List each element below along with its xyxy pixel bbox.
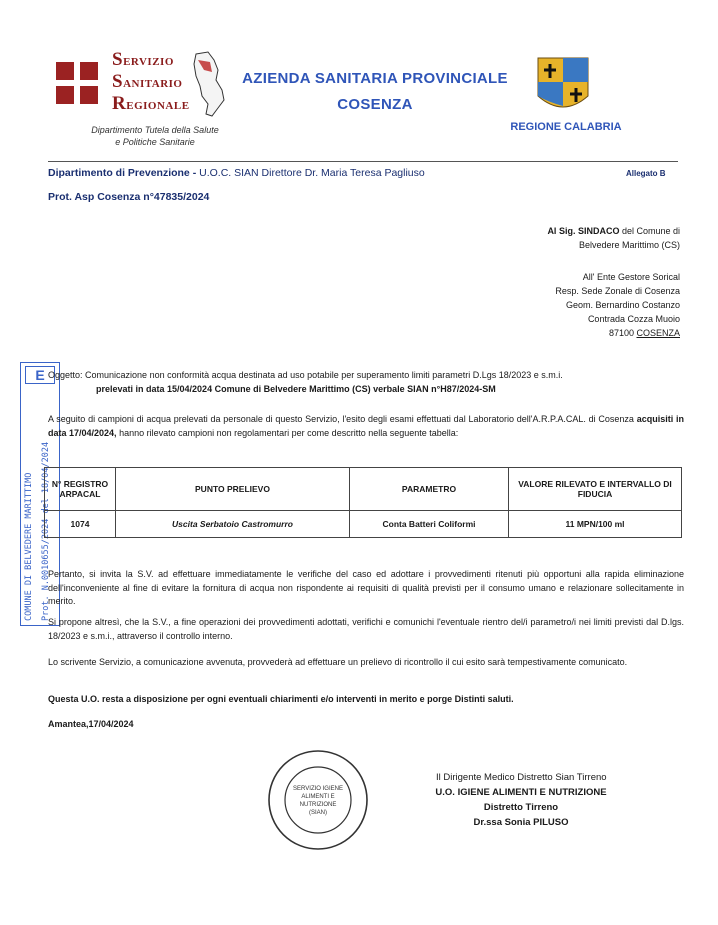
cell-registro: 1074 (45, 511, 116, 538)
paragraph-ricontrollo: Lo scrivente Servizio, a comunicazione avvenuta, provvederà ad effettuare un prelievo di ricontrollo il cui esito sarà tempestivamente comunicato. (48, 657, 628, 667)
svg-text:NUTRIZIONE: NUTRIZIONE (299, 802, 337, 808)
intro-paragraph: A seguito di campioni di acqua prelevati da personale di questo Servizio, l'esito degli esami effettuati dal Laboratorio dell'A.R.P.A.CAL. di Cosenza acquisiti in data 17/04/2024, hanno rilevato campioni non regolamentari per come descritto nella seguente tabella: (48, 414, 685, 438)
signature-unit: U.O. IGIENE ALIMENTI E NUTRIZIONE (435, 787, 607, 798)
paragraph-propone: Si propone altresì, che la S.V., a fine operazioni dei provvedimenti adottati, verifichi e comunichi l'eventuale rientro del/i parametro/i nei limiti previsti dal D.lgs. 18/2023 e s.m.i., attraverso il controllo interno. (48, 617, 684, 641)
table-header-row (45, 468, 682, 511)
cell-valore: 11 MPN/100 ml (509, 511, 682, 538)
stamp-vertical-text: COMUNE DI BELVEDERE MARITTIMO Prot. N.0010655/2024 del 18/04/2024 (24, 441, 51, 621)
cell-parametro: Conta Batteri Coliformi (350, 511, 509, 538)
col-parametro: PARAMETRO (350, 468, 509, 511)
subject: Oggetto: Comunicazione non conformità acqua destinata ad uso potabile per superamento limiti parametri D.Lgs 18/2023 e s.m.i. prelevati in data 15/04/2024 Comune di Belvedere Marittimo (CS) verbale SIAN n°H87/2024-SM (48, 370, 563, 394)
regione-calabria-emblem-icon (536, 56, 590, 116)
signature-block (406, 770, 636, 830)
ssr-subtitle: Dipartimento Tutela della Salute e Politiche Sanitarie (91, 125, 219, 147)
stamp-letter: E (25, 366, 55, 384)
header-divider (48, 161, 678, 162)
protocol-number: Prot. Asp Cosenza n°47835/2024 (48, 191, 210, 203)
calabria-map-icon (188, 50, 230, 120)
ssr-wordmark: SERVIZIO SANITARIO REGIONALE (112, 49, 190, 114)
region-name: REGIONE CALABRIA (510, 121, 622, 133)
allegato-label: Allegato B (626, 169, 666, 178)
recipient-mayor: Al Sig. SINDACO del Comune di Belvedere Marittimo (CS) (547, 226, 680, 250)
signature-district: Distretto Tirreno (483, 802, 559, 813)
letter-date: Amantea,17/04/2024 (48, 719, 134, 729)
ssr-cross-logo-icon (52, 58, 102, 108)
department-line: Dipartimento di Prevenzione - U.O.C. SIAN Direttore Dr. Maria Teresa Pagliuso (48, 167, 425, 179)
signature-name: Dr.ssa Sonia PILUSO (473, 817, 569, 828)
asp-seal-stamp-icon (266, 748, 370, 852)
col-punto-prelievo: PUNTO PRELIEVO (116, 468, 350, 511)
svg-text:(SIAN): (SIAN) (309, 810, 327, 816)
table-row (45, 511, 682, 538)
paragraph-pertanto: Pertanto, si invita la S.V. ad effettuare immediatamente le verifiche del caso ed adottare i provvedimenti ritenuti più opportuni alla rapida eliminazione dell'inconveniente al fine di evitare la fornitura di acqua non rispondente ai requisiti di qualità previsti per il consumo umano e relazionare sollecitamente in merito. (48, 569, 684, 606)
col-registro: N° REGISTRO ARPACAL (45, 468, 116, 511)
svg-text:ALIMENTI E: ALIMENTI E (301, 794, 335, 800)
results-table (44, 467, 682, 538)
col-valore: VALORE RILEVATO E INTERVALLO DI FIDUCIA (509, 468, 682, 511)
svg-text:SERVIZIO IGIENE: SERVIZIO IGIENE (293, 786, 343, 792)
asp-title: AZIENDA SANITARIA PROVINCIALE COSENZA (242, 70, 508, 113)
signature-role: Il Dirigente Medico Distretto Sian Tirreno (436, 772, 607, 783)
cell-punto-prelievo: Uscita Serbatoio Castromurro (116, 511, 350, 538)
recipient-sorical: All' Ente Gestore Sorical Resp. Sede Zonale di Cosenza Geom. Bernardino Costanzo Contrada Cozza Muoio 87100 COSENZA (555, 272, 680, 338)
paragraph-saluti: Questa U.O. resta a disposizione per ogni eventuali chiarimenti e/o interventi in merito e porge Distinti saluti. (48, 694, 514, 704)
